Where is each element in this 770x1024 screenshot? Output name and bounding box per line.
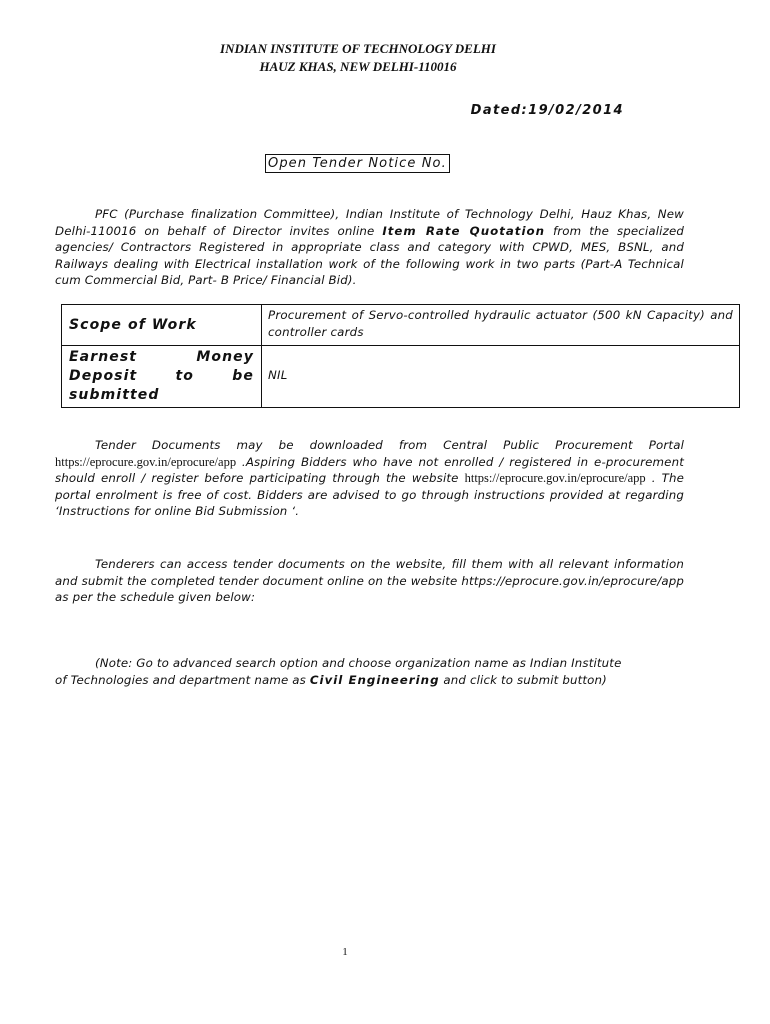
note-text-2: and click to submit button) xyxy=(439,672,607,687)
scope-table xyxy=(61,304,740,408)
download-text-3: . The portal enrolment is free of cost. Bidders are advised to go through instructions provided at regarding ‘Instructions for online Bid Submission ‘. xyxy=(55,471,684,519)
note-bold-text: Civil Engineering xyxy=(309,672,440,687)
emd-value: NIL xyxy=(262,346,740,408)
table-row xyxy=(62,346,740,408)
intro-text-2: from the specialized agencies/ Contractors Registered in appropriate class and category with CPWD, MES, BSNL, and Railways dealing with Electrical installation work of the following work in two parts (Part-A Technical cum Commercial Bid, Part- B Price/ Financial Bid). xyxy=(55,223,684,288)
notice-date: Dated:19/02/2014 xyxy=(470,103,624,118)
scope-value: Procurement of Servo-controlled hydraulic actuator (500 kN Capacity) and controller cards xyxy=(262,305,740,346)
scope-label: Scope of Work xyxy=(62,305,262,346)
notice-title: Open Tender Notice No. xyxy=(265,154,450,173)
eprocure-link-1[interactable]: https://eprocure.gov.in/eprocure/app xyxy=(55,454,237,469)
intro-text-1: PFC (Purchase finalization Committee), Indian Institute of Technology Delhi, Hauz Khas, New Delhi-110016 on behalf of Director invites online xyxy=(55,207,684,238)
note-paragraph xyxy=(55,655,630,688)
intro-paragraph xyxy=(55,206,684,289)
intro-bold-text: Item Rate Quotation xyxy=(382,223,545,238)
page-number: 1 xyxy=(342,946,348,958)
emd-label: Earnest Money Deposit to be submitted xyxy=(62,346,262,408)
institute-address: HAUZ KHAS, NEW DELHI-110016 xyxy=(259,59,457,74)
table-row xyxy=(62,305,740,346)
note-text-1: (Note: Go to advanced search option and choose organization name as Indian Institute of Technologies and department name as xyxy=(55,656,622,687)
institute-name: INDIAN INSTITUTE OF TECHNOLOGY DELHI xyxy=(220,41,496,56)
eprocure-link-2[interactable]: https://eprocure.gov.in/eprocure/app xyxy=(464,471,646,486)
download-paragraph xyxy=(55,437,684,520)
access-text: Tenderers can access tender documents on the website, fill them with all relevant information and submit the completed tender document online on the website https://eprocure.gov.in/eprocure/app as per the schedule given below: xyxy=(55,557,684,605)
download-text-1: Tender Documents may be downloaded from Central Public Procurement Portal xyxy=(95,438,684,452)
download-text-2: .Aspiring Bidders who have not enrolled / registered in e-procurement should enroll / register before participating through the website xyxy=(55,454,684,486)
access-paragraph xyxy=(55,556,684,606)
